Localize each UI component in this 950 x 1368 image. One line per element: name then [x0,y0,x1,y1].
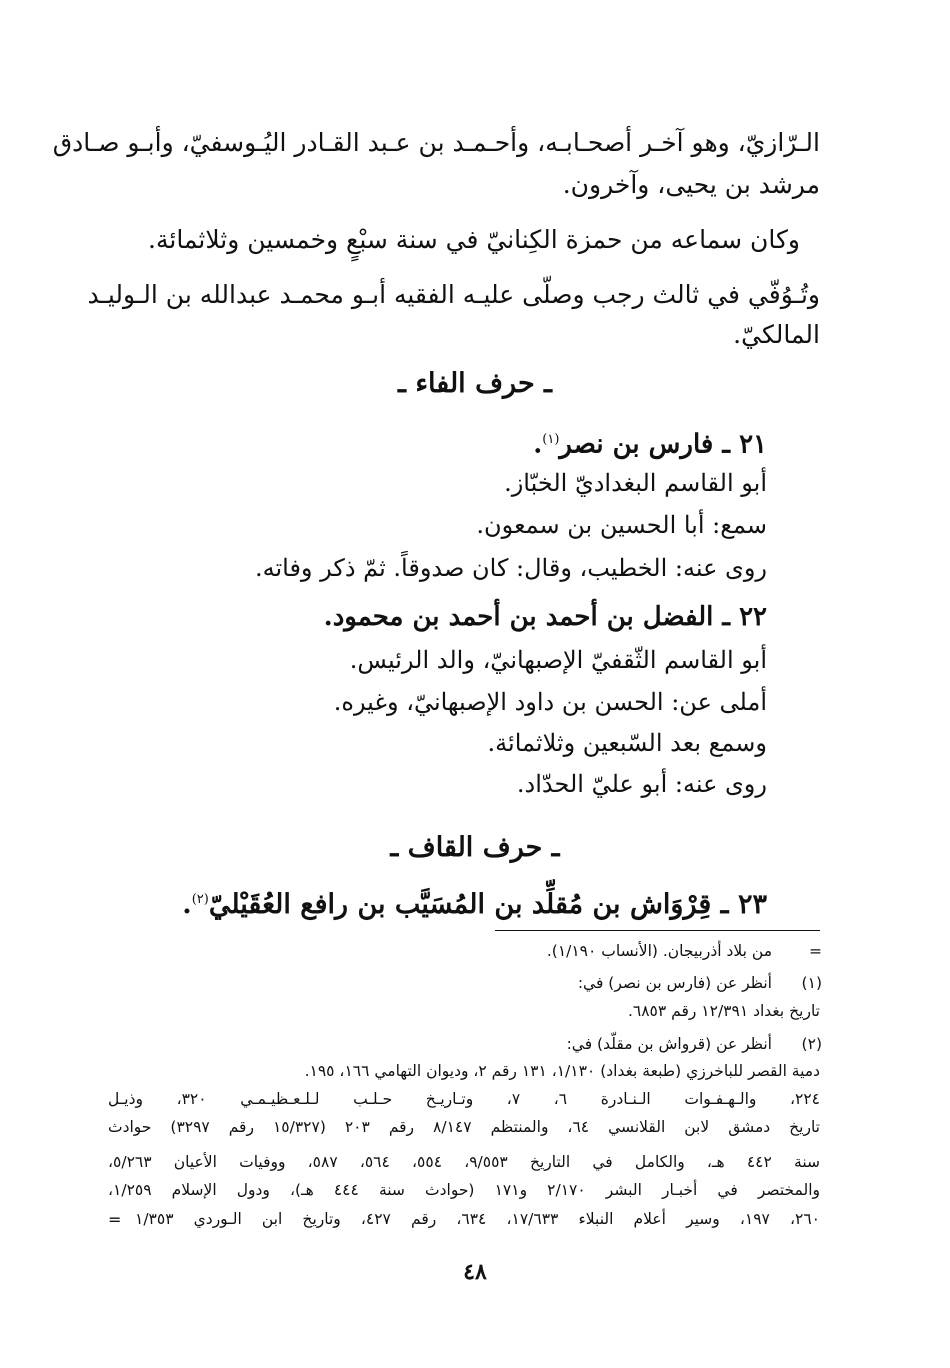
footnote-line: دمية القصر للباخرزي (طبعة بغداد) ١/١٣٠، ١٣١ رقم ٢، وديوان التهامي ١٦٦، ١٩٥. [304,1062,820,1080]
footnote-marker: (١) [801,974,822,992]
entry-line: أبو القاسم الثّقفيّ الإصبهانيّ، والد الرئيس. [349,646,767,674]
footnote-separator [495,930,820,931]
footnote-line: تاريخ دمشق لابن القلانسي ٦٤، والمنتظم ٨/١٤٧ رقم ٢٠٣ (١٥/٣٢٧ رقم ٣٢٩٧) حوادث [108,1118,820,1136]
footnote-line: تاريخ بغداد ١٢/٣٩١ رقم ٦٨٥٣. [627,1002,820,1020]
footnote-line: ٢٢٤، والـهـفـوات الـنـادرة ٦، ٧، وتـاريـخ حـلـب لـلـعـظيـمـي ٣٢٠، وذيـل [108,1090,820,1108]
footnote-title: أنظر عن (فارس بن نصر) في: [577,974,772,992]
entry-title-text: ٢٣ ـ قِرْوَاش بن مُقلِّد بن المُسَيَّب بن رافع العُقَيْليّ [208,889,767,920]
footnote-continuation: من بلاد أذربيجان. (الأنساب ١/١٩٠). [546,942,772,960]
section-heading: ـ حرف القاف ـ [390,832,560,863]
entry-title: ٢٢ ـ الفضل بن أحمد بن أحمد بن محمود. [323,602,767,632]
footnote-title: أنظر عن (قرواش بن مقلّد) في: [566,1035,772,1053]
page-number: ٤٨ [463,1259,487,1285]
entry-line: أبو القاسم البغداديّ الخبّاز. [504,469,767,497]
footnote-continuation-marker: = [809,942,822,960]
entry-title-end: . [182,889,192,920]
footnote-continues-marker: = [108,1210,122,1229]
entry-line: أملى عن: الحسن بن داود الإصبهانيّ، وغيره. [333,688,767,716]
footnote-line: ٢٦٠، ١٩٧، وسير أعلام النبلاء ١٧/٦٣٣، ٦٣٤، رقم ٤٢٧، وتاريخ ابن الـوردي ١/٣٥٣ [135,1210,821,1228]
entry-line: وسمع بعد السّبعين وثلاثمائة. [487,729,767,757]
entry-title-end: . [533,429,543,460]
footnote-reference: (١) [542,432,560,447]
section-heading: ـ حرف الفاء ـ [398,368,552,399]
body-paragraph: وكان سماعه من حمزة الكِنانيّ في سنة سبْعٍ وخمسين وثلاثمائة. [148,225,800,254]
body-paragraph-line: الـرّازيّ، وهو آخـر أصحـابـه، وأحـمـد بن عـبد القـادر اليُـوسفيّ، وأبـو صـادق [52,128,820,157]
entry-title [533,420,767,465]
entry-line: روى عنه: أبو عليّ الحدّاد. [516,770,767,798]
body-paragraph-line: وتُـوُفّي في ثالث رجب وصلّى عليـه الفقيه أبـو محمـد عبدالله بن الـوليـد [87,280,820,309]
entry-title [182,880,767,925]
entry-line: سمع: أبا الحسين بن سمعون. [476,511,767,539]
body-paragraph-line: المالكيّ. [733,320,820,349]
body-paragraph-line: مرشد بن يحيى، وآخرون. [562,170,820,199]
footnote-line: سنة ٤٤٢ هـ، والكامل في التاريخ ٩/٥٥٣، ٥٥٤، ٥٦٤، ٥٨٧، ووفيات الأعيان ٥/٢٦٣، [108,1153,820,1171]
entry-line: روى عنه: الخطيب، وقال: كان صدوقاً. ثمّ ذكر وفاته. [254,554,767,582]
footnote-line: والمختصر في أخبـار البشر ٢/١٧٠ و١٧١ (حوادث سنة ٤٤٤ هـ)، ودول الإسلام ١/٢٥٩، [108,1181,820,1199]
footnote-reference: (٢) [191,892,209,907]
footnote-marker: (٢) [801,1035,822,1053]
entry-title-text: ٢١ ـ فارس بن نصر [559,429,767,460]
